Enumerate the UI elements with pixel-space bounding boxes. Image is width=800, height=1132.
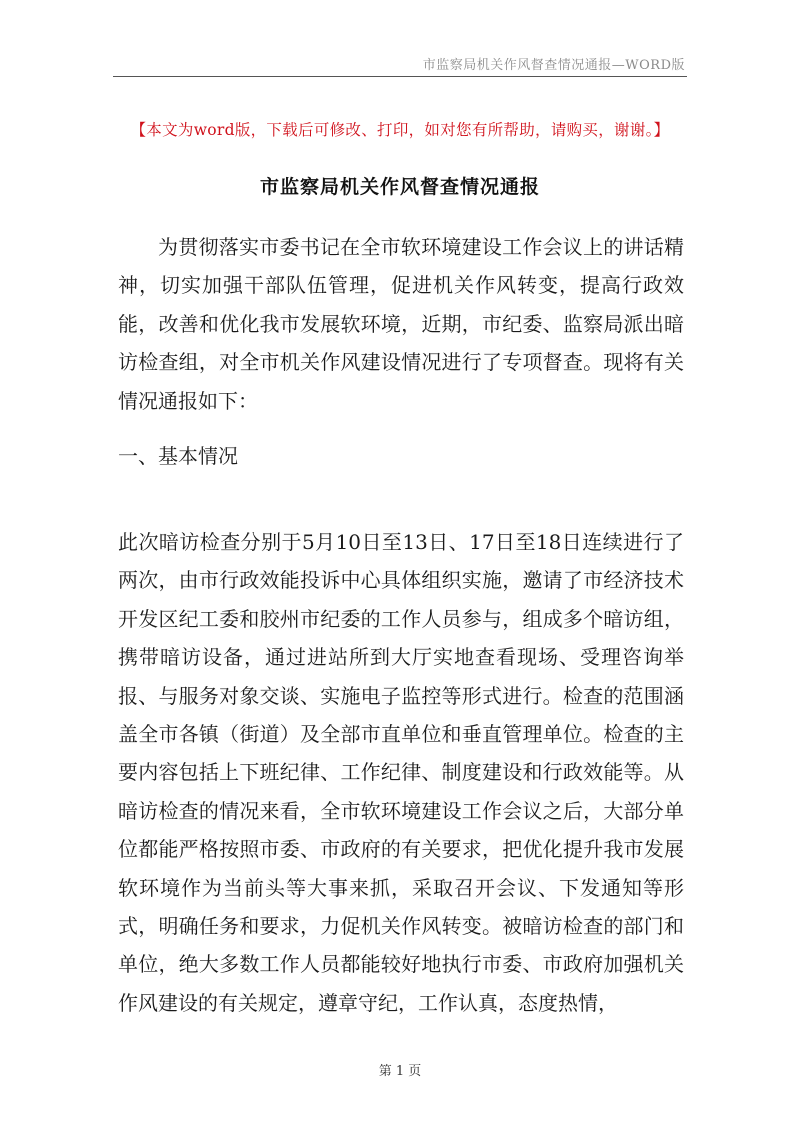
page-number: 第 1 页 [378,1064,422,1079]
intro-paragraph: 为贯彻落实市委书记在全市软环境建设工作会议上的讲话精神，切实加强干部队伍管理，促进机关作风转变，提高行政效能，改善和优化我市发展软环境，近期，市纪委、监察局派出暗访检查组，对全市机关作风建设情况进行了专项督查。现将有关情况通报如下： [118,235,684,413]
download-notice: 【本文为word版，下载后可修改、打印，如对您有所帮助，请购买，谢谢。】 [130,121,670,139]
section-heading: 一、基本情况 [118,444,238,468]
header-divider [113,76,687,77]
running-header-title: 市监察局机关作风督查情况通报—WORD版 [422,58,685,73]
document-title: 市监察局机关作风督查情况通报 [259,176,540,198]
section-paragraph: 此次暗访检查分别于5月10日至13日、17日至18日连续进行了两次，由市行政效能投诉中心具体组织实施，邀请了市经济技术开发区纪工委和胶州市纪委的工作人员参与，组成多个暗访组，携带暗访设备，通过进站所到大厅实地查看现场、受理咨询举报、与服务对象交谈、实施电子监控等形式进行。检查的范围涵盖全市各镇（街道）及全部市直单位和垂直管理单位。检查的主要内容包括上下班纪律、工作纪律、制度建设和行政效能等。从暗访检查的情况来看，全市软环境建设工作会议之后，大部分单位都能严格按照市委、市政府的有关要求，把优化提升我市发展软环境作为当前头等大事来抓，采取召开会议、下发通知等形式，明确任务和要求，力促机关作风转变。被暗访检查的部门和单位，绝大多数工作人员都能较好地执行市委、市政府加强机关作风建设的有关规定，遵章守纪，工作认真，态度热情， [118,530,684,1015]
